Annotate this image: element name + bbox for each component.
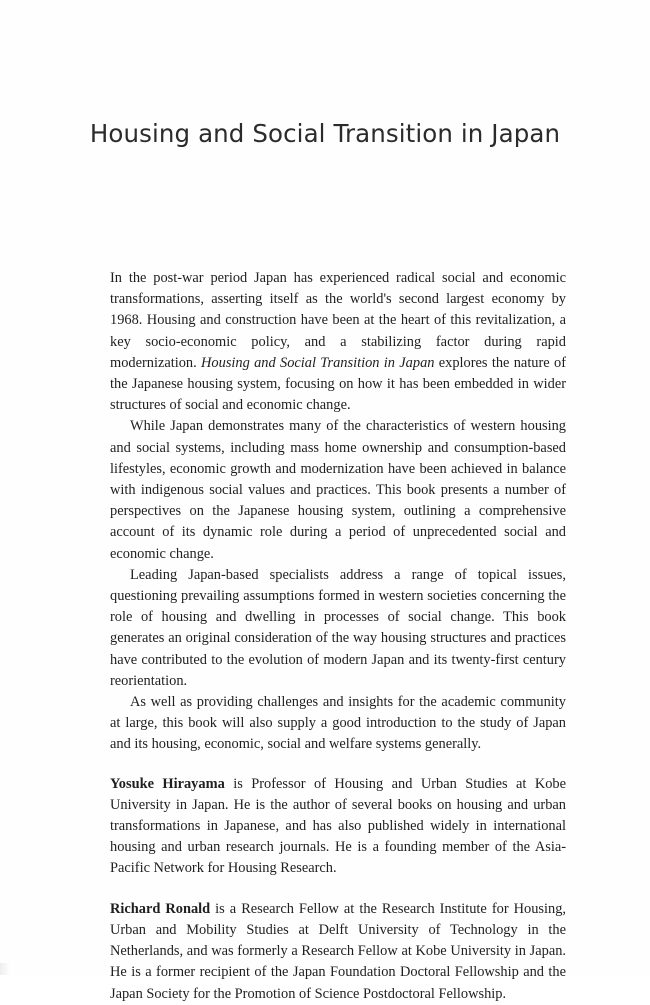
author-name: Richard Ronald <box>110 900 211 917</box>
page-edge-artifact <box>0 963 10 975</box>
blurb-paragraph-2 <box>110 416 566 564</box>
text-run-normal: While Japan demonstrates many of the characteristics of western housing and social systems, including mass home ownership and consumption-based lifestyles, economic growth and modernization have been achieved in balance with indigenous social values and practices. This book presents a number of perspectives on the Japanese housing system, outlining a comprehensive account of its dynamic role during a period of unprecedented social and economic change. <box>110 418 566 562</box>
blurb-text-block <box>110 268 566 1005</box>
page-title: Housing and Social Transition in Japan <box>89 119 561 149</box>
author-bio-hirayama <box>110 774 566 880</box>
text-run-italic: Housing and Social Transition in Japan <box>201 354 435 371</box>
author-name: Yosuke Hirayama <box>110 775 225 792</box>
author-bio-text: is a Research Fellow at the Research Institute for Housing, Urban and Mobility Studies at Delft University of Technology in the Netherlands, and was formerly a Research Fellow at Kobe University in Japan. He is a former recipient of the Japan Foundation Doctoral Fellowship and the Japan Society for the Promotion of Science Postdoctoral Fellowship. <box>110 900 566 1002</box>
text-run-normal: In the post-war period Japan has experienced radical social and economic transformations, asserting itself as the world's second largest economy by 1968. Housing and construction have been at the heart of this revitalization, a key socio-economic policy, and a stabilizing factor during rapid modernization. <box>110 270 566 371</box>
author-bio-text: is Professor of Housing and Urban Studies at Kobe University in Japan. He is the author of several books on housing and urban transformations in Japanese, and has also published widely in international housing and urban research journals. He is a founding member of the Asia-Pacific Network for Housing Research. <box>110 775 566 877</box>
blurb-paragraph-4 <box>110 692 566 756</box>
text-run-normal: explores the nature of the Japanese housing system, focusing on how it has been embedded in wider structures of social and economic change. <box>110 354 566 414</box>
text-run-normal: As well as providing challenges and insights for the academic community at large, this book will also supply a good introduction to the study of Japan and its housing, economic, social and welfare systems generally. <box>110 694 566 753</box>
text-run-normal: Leading Japan-based specialists address a range of topical issues, questioning prevailing assumptions formed in western societies concerning the role of housing and dwelling in processes of social change. This book generates an original consideration of the way housing structures and practices have contributed to the evolution of modern Japan and its twenty-first century reorientation. <box>110 566 566 689</box>
blurb-paragraph-1 <box>110 268 566 416</box>
author-bio-ronald <box>110 899 566 1005</box>
blurb-paragraph-3 <box>110 565 566 692</box>
